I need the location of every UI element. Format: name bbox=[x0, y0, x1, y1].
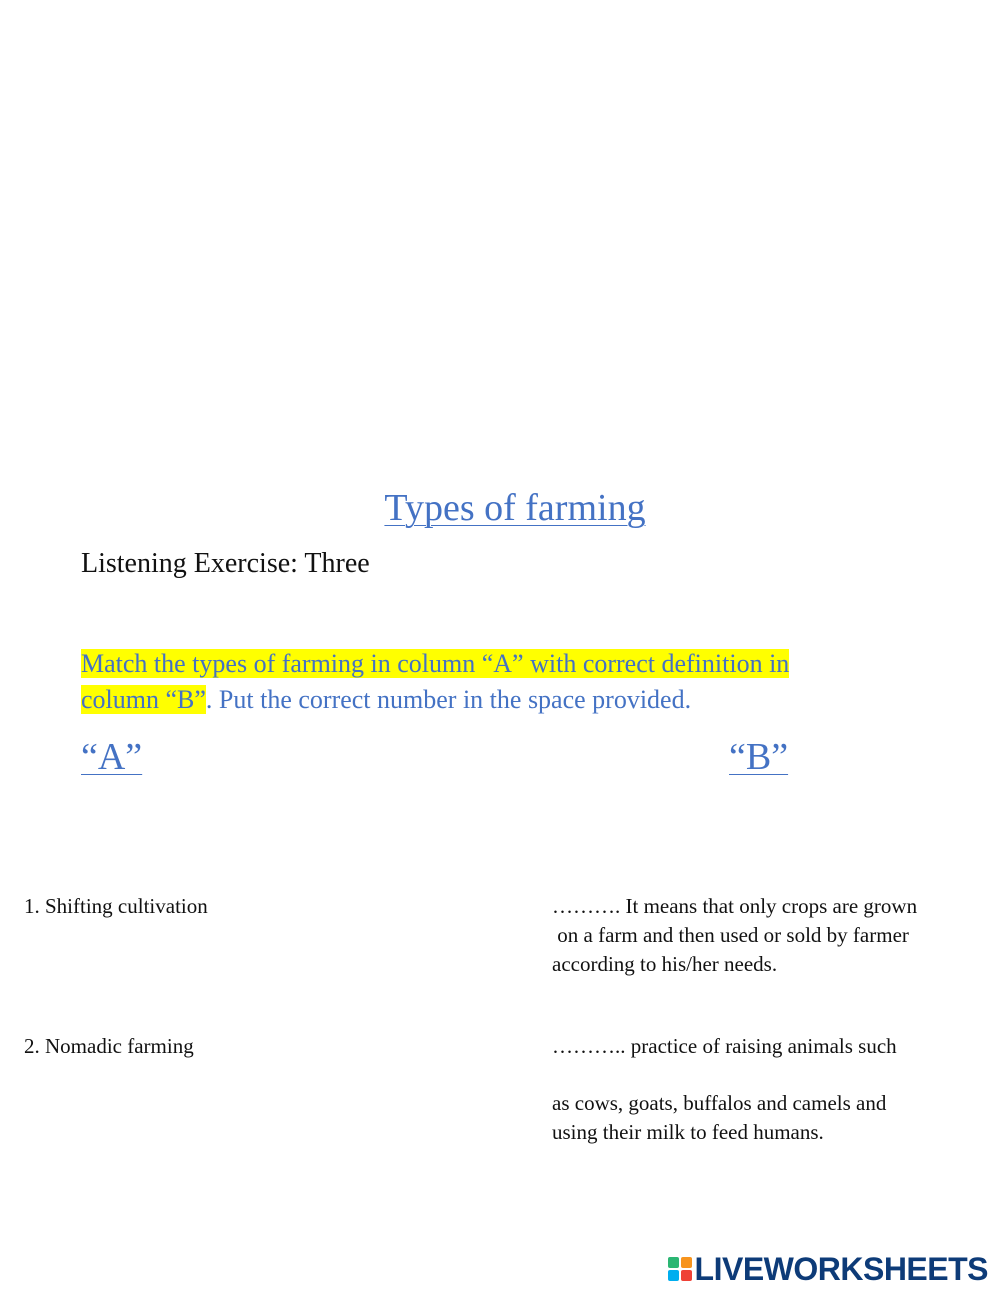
instructions bbox=[81, 646, 789, 718]
column-b-heading: “B” bbox=[729, 736, 789, 778]
logo-tile bbox=[668, 1270, 679, 1281]
logo-tile bbox=[668, 1257, 679, 1268]
definition-2 bbox=[552, 1032, 897, 1147]
instruction-line-2-highlight: column “B” bbox=[81, 685, 206, 714]
item-nomadic-farming: 2. Nomadic farming bbox=[24, 1034, 194, 1058]
logo-text: LIVEWORKSHEETS bbox=[694, 1250, 988, 1287]
exercise-subtitle: Listening Exercise: Three bbox=[81, 548, 370, 579]
definition-2-line: as cows, goats, buffalos and camels and bbox=[552, 1091, 887, 1115]
definition-1-line: according to his/her needs. bbox=[552, 952, 778, 976]
definition-1-line: ………. It means that only crops are grown bbox=[552, 894, 918, 918]
definition-2-line: ……….. practice of raising animals such bbox=[552, 1034, 897, 1058]
instruction-line-2-rest: . Put the correct number in the space provided. bbox=[205, 685, 692, 714]
logo-tiles-icon bbox=[668, 1257, 692, 1281]
instruction-line-1: Match the types of farming in column “A” with correct definition in bbox=[81, 649, 790, 678]
liveworksheets-logo bbox=[668, 1250, 988, 1288]
definition-2-line: using their milk to feed humans. bbox=[552, 1120, 824, 1144]
page-title: Types of farming bbox=[384, 487, 646, 529]
logo-tile bbox=[681, 1270, 692, 1281]
logo-tile bbox=[681, 1257, 692, 1268]
definition-1-line: on a farm and then used or sold by farmer bbox=[552, 923, 909, 947]
definition-1 bbox=[552, 892, 917, 979]
item-shifting-cultivation: 1. Shifting cultivation bbox=[24, 894, 208, 918]
column-a-heading: “A” bbox=[81, 736, 143, 778]
